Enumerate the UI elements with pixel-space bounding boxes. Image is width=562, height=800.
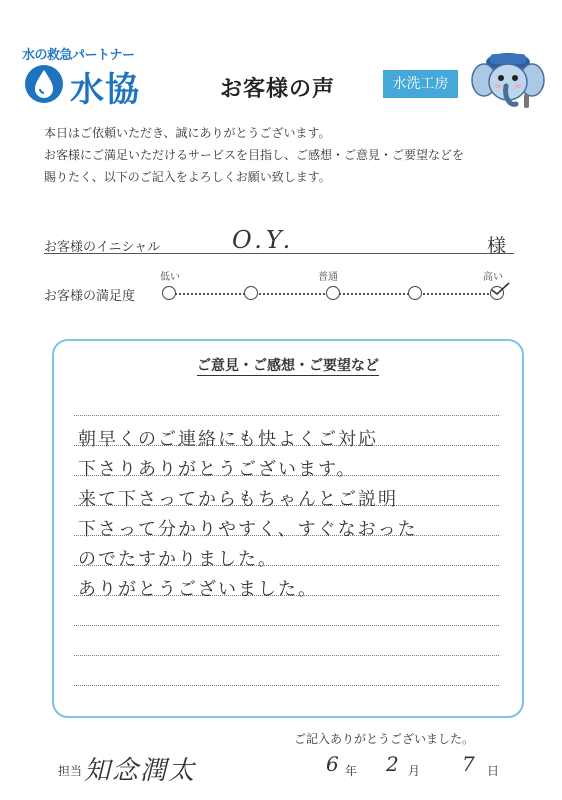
satisfaction-option-5[interactable] (490, 286, 504, 300)
tanto-label: 担当 (58, 764, 83, 778)
scale-high-label: 高い (483, 272, 503, 283)
staff-name: 知念潤太 (84, 756, 197, 786)
sama-suffix: 様 (487, 235, 507, 257)
initial-underline (44, 253, 514, 254)
comment-ruled-line (74, 685, 499, 686)
satisfaction-option-2[interactable] (244, 286, 258, 300)
elephant-mascot-icon (470, 40, 546, 116)
year-label: 年 (345, 764, 358, 778)
satisfaction-label: お客様の満足度 (44, 289, 136, 304)
comment-line-4: 下さって分かりやすく、すぐなおった (78, 519, 418, 540)
intro-line-1: 本日はご依頼いただき、誠にありがとうございます。 (44, 126, 331, 140)
thanks-message: ご記入ありがとうございました。 (294, 732, 475, 746)
comment-ruled-line (74, 655, 499, 656)
comment-line-1: 朝早くのご連絡にも快よくご対応 (78, 429, 378, 450)
comment-ruled-line (74, 625, 499, 626)
intro-line-2: お客様にご満足いただけるサービスを目指し、ご感想・ご意見・ご要望などを (44, 148, 465, 162)
comments-title: ご意見・ご感想・ご要望など (197, 358, 379, 374)
month-value: 2 (386, 752, 399, 776)
comment-line-6: ありがとうございました。 (78, 579, 318, 600)
brand-tagline: 水の救急パートナー (22, 48, 135, 63)
water-drop-logo-icon (22, 62, 66, 106)
satisfaction-option-3[interactable] (326, 286, 340, 300)
check-mark-icon (489, 281, 511, 297)
scale-low-label: 低い (160, 272, 180, 283)
satisfaction-option-1[interactable] (162, 286, 176, 300)
intro-text (44, 122, 464, 188)
day-label: 日 (487, 764, 500, 778)
comment-ruled-line (74, 415, 499, 416)
comment-line-5: のでたすかりました。 (78, 549, 278, 570)
initial-value[interactable]: O.Y. (232, 226, 295, 254)
comment-line-3: 来て下さってからもちゃんとご説明 (78, 489, 398, 510)
comment-line-2: 下さりありがとうございます。 (78, 459, 357, 480)
intro-line-3: 賜りたく、以下のご記入をよろしくお願い致します。 (44, 170, 331, 184)
initial-label: お客様のイニシャル (44, 240, 161, 255)
year-value: 6 (326, 752, 339, 776)
brand-name: 水協 (70, 70, 140, 110)
satisfaction-option-4[interactable] (408, 286, 422, 300)
brand-logo (22, 62, 162, 110)
day-value: 7 (462, 752, 475, 776)
page-title: お客様の声 (220, 77, 336, 102)
scale-mid-label: 普通 (318, 272, 338, 283)
comments-box (52, 339, 524, 718)
month-label: 月 (408, 764, 421, 778)
brand-badge: 水洗工房 (383, 70, 458, 98)
